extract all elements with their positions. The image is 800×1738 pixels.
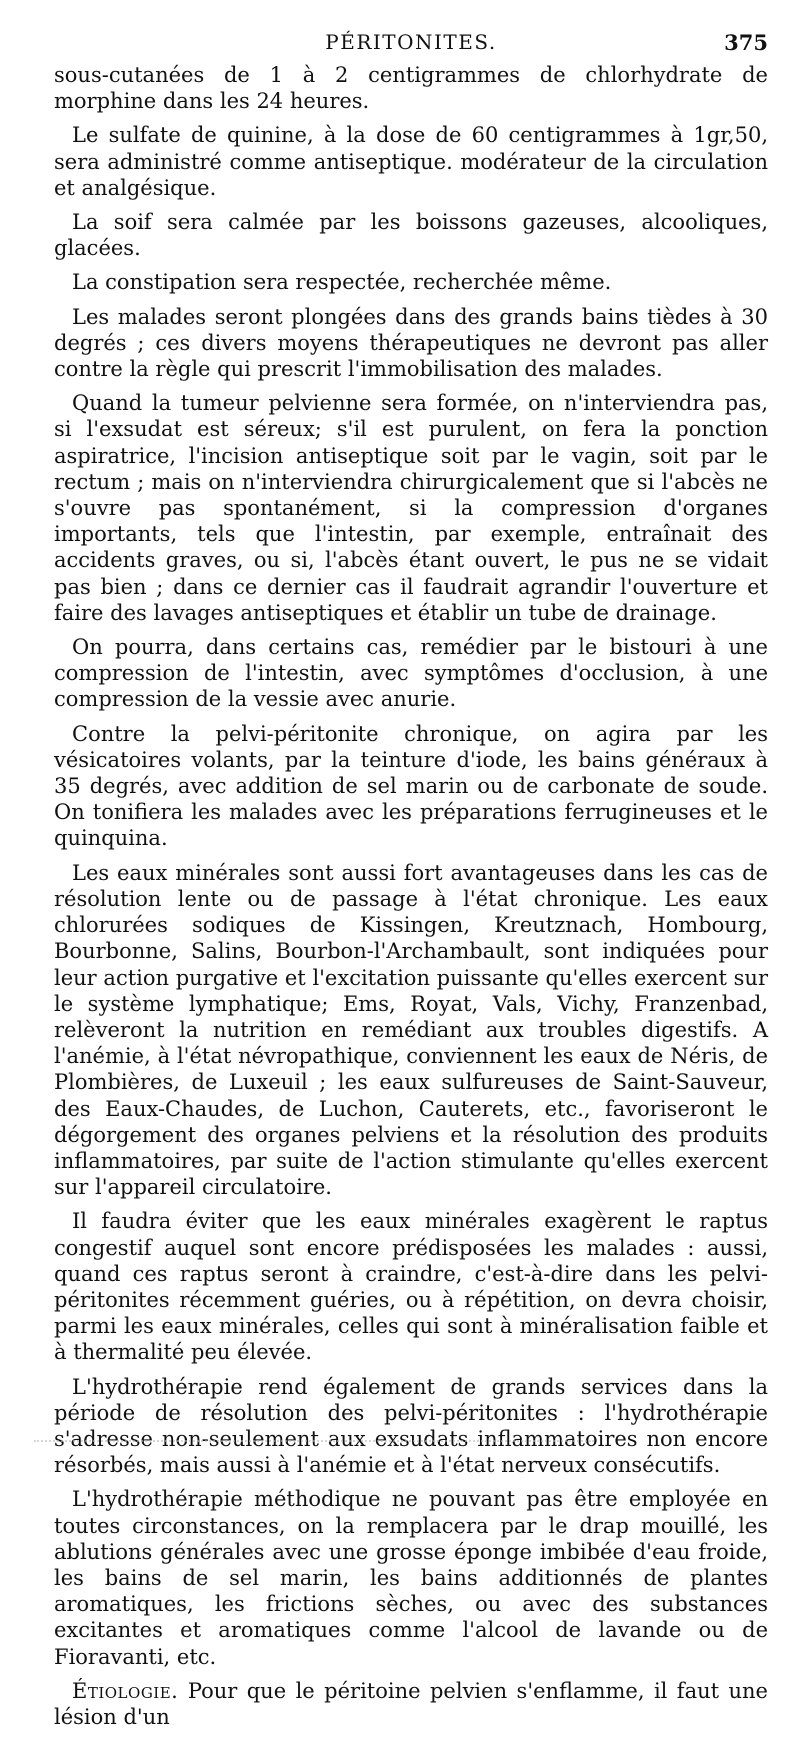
paragraph-bistouri: On pourra, dans certains cas, remédier par le bistouri à une compression de l'intestin, avec symptômes d'occlusion, à une compression de la vessie avec anurie. (54, 635, 768, 712)
etiology-heading: Étiologie. (72, 1678, 179, 1703)
paragraph-hydrotherapy-methods: L'hydrothérapie méthodique ne pouvant pas être employée en toutes circonstances, on la remplacera par le drap mouillé, les ablutions générales avec une grosse éponge imbibée d'eau froide, les bains de sel marin, les bains additionnés de plantes aromatiques, les frictions sèches, ou avec des substances excitantes et aromatiques comme l'alcool de lavande ou de Fioravanti, etc. (54, 1487, 768, 1669)
paragraph-baths: Les malades seront plongées dans des grands bains tièdes à 30 degrés ; ces divers moyens thérapeutiques ne devront pas aller contre la règle qui prescrit l'immobilisation des malades. (54, 304, 768, 382)
etiology-text: Pour que le péritoine pelvien s'enflamme, il faut une lésion d'un (54, 1678, 768, 1729)
page-number: 375 (724, 30, 768, 55)
paragraph-pelvic-tumour: Quand la tumeur pelvienne sera formée, on n'interviendra pas, si l'exsudat est séreux; s'il est purulent, on fera la ponction aspiratrice, l'incision antiseptique soit par le vagin, soit par le rectum ; mais on n'interviendra chirurgicalement que si l'abcès ne s'ouvre pas spontanément, si la compression d'organes importants, tels que l'intestin, par exemple, entraînait des accidents graves, ou si, l'abcès étant ouvert, le pus ne se vidait pas bien ; dans ce dernier cas il faudrait agrandir l'ouverture et faire des lavages antiseptiques et établir un tube de drainage. (54, 391, 768, 625)
paragraph-chronic: Contre la pelvi-péritonite chronique, on agira par les vésicatoires volants, par la teinture d'iode, les bains généraux à 35 degrés, avec addition de sel marin ou de carbonate de soude. On tonifiera les malades avec les préparations ferrugineuses et le quinquina. (54, 721, 768, 851)
running-title: PÉRITONITES. (325, 30, 497, 54)
paragraph-quinine: Le sulfate de quinine, à la dose de 60 centigrammes à 1gr,50, sera administré comme antiseptique. modérateur de la circulation et analgésique. (54, 123, 768, 200)
paragraph-mineral-waters: Les eaux minérales sont aussi fort avantageuses dans les cas de résolution lente ou de passage à l'état chronique. Les eaux chlorurées sodiques de Kissingen, Kreutznach, Hombourg, Bourbonne, Salins, Bourbon-l'Archambault, sont indiquées pour leur action purgative et l'excitation puissante qu'elles exercent sur le système lymphatique; Ems, Royat, Vals, Vichy, Franzenbad, relèveront la nutrition en remédiant aux troubles digestifs. A l'anémie, à l'état névropathique, conviennent les eaux de Néris, de Plombières, de Luxeuil ; les eaux sulfureuses de Saint-Sauveur, des Eaux-Chaudes, de Luchon, Cauterets, etc., favoriseront le dégorgement des organes pelviens et la résolution des produits inflammatoires, par suite de l'action stimulante qu'elles exercent sur l'appareil circulatoire. (54, 860, 768, 1200)
paragraph-thirst: La soif sera calmée par les boissons gazeuses, alcooliques, glacées. (54, 210, 768, 261)
paragraph-raptus: Il faudra éviter que les eaux minérales exagèrent le raptus congestif auquel sont encore prédisposées les malades : aussi, quand ces raptus seront à craindre, c'est-à-dire dans les pelvi-péritonites récemment guéries, ou à répétition, on devra choisir, parmi les eaux minérales, celles qui sont à minéralisation faible et à thermalité peu élevée. (54, 1209, 768, 1365)
paragraph-etiology (54, 1678, 768, 1730)
paragraph-hydrotherapy: L'hydrothérapie rend également de grands services dans la période de résolution des pelvi-péritonites : l'hydrothérapie s'adresse non-seulement aux exsudats inflammatoires non encore résorbés, mais aussi à l'anémie et à l'état nerveux consécutifs. (54, 1374, 768, 1478)
paragraph-constipation: La constipation sera respectée, recherchée même. (72, 270, 612, 295)
body-text (54, 62, 768, 1738)
paragraph-morphine: sous-cutanées de 1 à 2 centigrammes de chlorhydrate de morphine dans les 24 heures. (54, 63, 768, 114)
footer-scan-noise (34, 1440, 594, 1446)
page-header (54, 30, 768, 60)
